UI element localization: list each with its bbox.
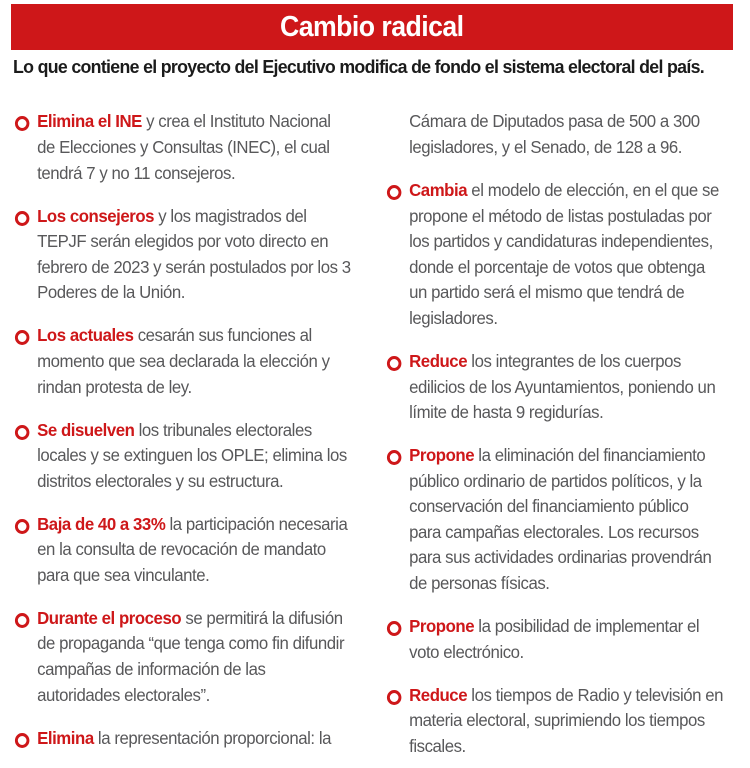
list-item-lead: Los actuales: [37, 325, 134, 346]
list-item: [385, 443, 724, 597]
page-title: Cambio radical: [280, 10, 464, 43]
list-item: [13, 204, 351, 306]
list-item-text: se permitirá la difusión de propaganda “que tenga como fin difundir campañas de información de las autoridades electorales”.: [37, 607, 345, 705]
list-item-lead: Propone: [409, 616, 475, 637]
list-item-continuation: [385, 109, 724, 160]
list-item-lead: Reduce: [409, 350, 468, 371]
list-item: [13, 109, 351, 186]
list-item-lead: Cambia: [409, 179, 468, 200]
list-item-text: y crea el Instituto Nacional de Elecciones y Consultas (INEC), el cual tendrá 7 y no 11 consejeros.: [37, 111, 331, 183]
list-item: [13, 606, 351, 708]
ring-bullet-icon: [387, 621, 401, 636]
list-item-text: los tiempos de Radio y televisión en materia electoral, suprimiendo los tiempos fiscales.: [409, 684, 724, 756]
ring-bullet-icon: [15, 519, 29, 534]
ring-bullet-icon: [15, 613, 29, 628]
ring-bullet-icon: [15, 211, 29, 226]
subtitle: Lo que contiene el proyecto del Ejecutivo modifica de fondo el sistema electoral del país.: [13, 56, 705, 77]
content-columns: [0, 92, 750, 756]
ring-bullet-icon: [387, 450, 401, 465]
ring-bullet-icon: [15, 733, 29, 748]
list-item: [385, 614, 724, 665]
ring-bullet-icon: [387, 356, 401, 371]
list-item-text: los tribunales electorales locales y se extinguen los OPLE; elimina los distritos electorales y su estructura.: [37, 419, 347, 491]
list-item-lead: Los consejeros: [37, 205, 155, 226]
list-item: [13, 726, 351, 752]
ring-bullet-icon: [15, 116, 29, 131]
list-item-text: la representación proporcional: la: [93, 727, 331, 748]
ring-bullet-icon: [387, 185, 401, 200]
list-item-text: y los magistrados del TEPJF serán elegidos por voto directo en febrero de 2023 y serán postulados por los 3 Poderes de la Unión.: [37, 205, 351, 303]
list-item: [385, 683, 724, 760]
list-item-text: la participación necesaria en la consulta de revocación de mandato para que sea vinculante.: [37, 513, 348, 585]
list-item-lead: Durante el proceso: [37, 607, 182, 628]
list-item-text: los integrantes de los cuerpos edilicios de los Ayuntamientos, poniendo un límite de hasta 9 regidurías.: [409, 350, 716, 423]
list-item: [13, 512, 351, 589]
list-item: [385, 178, 724, 332]
left-column: [0, 92, 375, 760]
ring-bullet-icon: [15, 425, 29, 440]
right-column: [375, 92, 750, 768]
ring-bullet-icon: [15, 330, 29, 345]
ring-bullet-icon: [387, 690, 401, 705]
list-item: [13, 323, 351, 400]
banner: [11, 4, 733, 50]
list-item-lead: Elimina el INE: [37, 111, 142, 132]
list-item: [13, 418, 351, 495]
list-item-lead: Baja de 40 a 33%: [37, 513, 166, 534]
list-item-text: la eliminación del financiamiento público ordinario de partidos políticos, y la conservación del financiamiento público para campañas electorales. Los recursos para sus actividades ordinarias provendrán de personas físicas.: [409, 445, 712, 594]
list-item-lead: Reduce: [409, 684, 468, 705]
list-item-text: el modelo de elección, en el que se propone el método de listas postuladas por los partidos y candidaturas independientes, donde el porcentaje de votos que obtenga un partido será el mismo que tendrá de legisladores.: [409, 179, 719, 328]
list-item-lead: Se disuelven: [37, 419, 135, 440]
list-item-text: Cámara de Diputados pasa de 500 a 300 legisladores, y el Senado, de 128 a 96.: [409, 111, 700, 157]
list-item-lead: Propone: [409, 445, 475, 466]
list-item-lead: Elimina: [37, 727, 94, 748]
list-item-text: cesarán sus funciones al momento que sea declarada la elección y rindan protesta de ley.: [37, 325, 330, 397]
list-item: [385, 349, 724, 426]
list-item-text: la posibilidad de implementar el voto electrónico.: [409, 616, 700, 662]
